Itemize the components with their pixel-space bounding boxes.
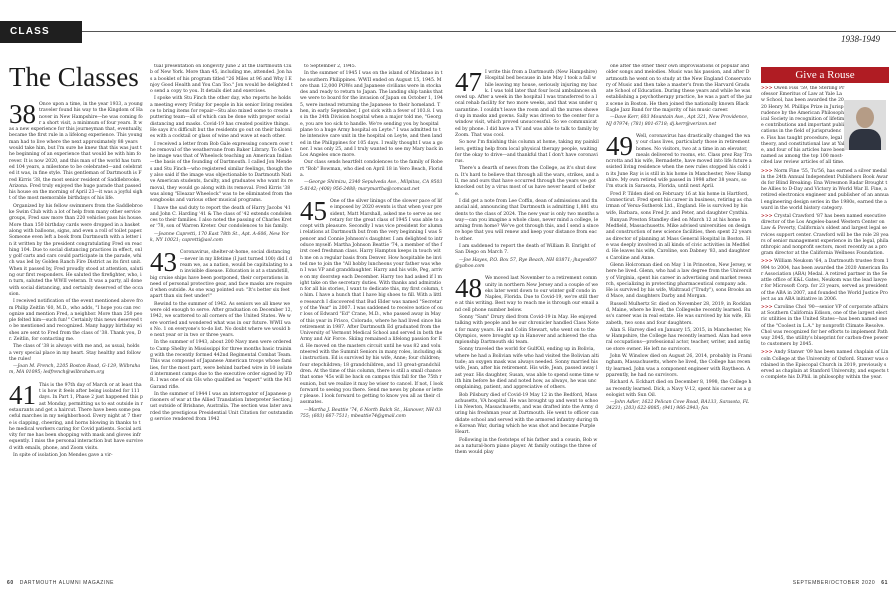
class-note-paragraph bbox=[150, 206, 293, 231]
note-text: Bob Pilsbury died of Covid-19 May 12 in the Bedford, Massachusetts, VA hospital. He was brought up and went to school in Newton, Massachusetts, and was drafted into the Army during his freshman year at Dartmouth. He went to officer candidate school and served with the armored infantry during the Korean War, during which he was shot and became Purple Heart. bbox=[455, 392, 599, 436]
class-signature bbox=[9, 364, 143, 377]
note-text: Runyan Preston Standley died on March 12 at his home in Medfield, Massachusetts. Mike advised universities on design and construction of new science facilities, then spent 22 years as director of planning at Mass General Hospital in Boston. He was deeply involved in all kinds of civic activities in Medfield. He leaves his wife, Caroline, son Dabney '83, and daughters Caroline and Anne. bbox=[606, 217, 752, 261]
note-text: I received notification of the event mentioned above from Philip Zeitlin '60, M.D., who adds, "I hope you can recognize and mention Fred, a neighbor. More than 250 people felted him—such fun!" Certainly this news deserved to be mentioned and recognized. Many happy birthday wishes are sent to Fred from the class of '38. Thank you, Dr. Zeitlin, for contacting me. bbox=[9, 299, 143, 342]
note-text: Following in the footsteps of his father and a cousin, Bob was a natural-born piano player. At family outings the three of them would play bbox=[455, 437, 598, 456]
class-note-paragraph bbox=[455, 199, 599, 243]
class-year-numeral: 38 bbox=[9, 99, 36, 129]
column-5 bbox=[606, 64, 752, 576]
class-note-paragraph bbox=[606, 192, 752, 217]
class-note-paragraph bbox=[606, 64, 752, 114]
note-text: Russell Mulhertz Sr. died on November 28, 2019, in Rockland, Maine, where he lived, the Collegeshe recently learned. Russ's career was in real estate. He was survived by his wife, Elizabeth, two sons and four daughters. bbox=[606, 301, 752, 326]
note-text: Glenn Holcroman died on May 1 in Princeton, New Jersey, where he lived. Glenn, who had a law degree from the University of Virginia, spent his career in advertising and market research, specializing in protecting pharmaceutical company ads. He is survived by his wife, Waltraud ("Trudy"), sons Brooks and Mace, and daughters Darby and Morgan. bbox=[606, 262, 752, 300]
class-note-paragraph bbox=[9, 99, 143, 203]
class-note-paragraph bbox=[150, 340, 293, 390]
class-signature bbox=[150, 232, 293, 245]
class-note-paragraph bbox=[455, 438, 599, 457]
class-note-paragraph bbox=[606, 130, 752, 191]
note-text: We moved last November to a retirement community in northern New Jersey and a couple of weeks later went down to our winter golf condo in Naples, Florida. Due to Covid-19, we're still there at this writing. Best way to reach me is through our email and cell phone number below. bbox=[455, 276, 599, 313]
class-note-paragraph bbox=[455, 166, 599, 197]
note-text: Organized by his fellow swimmers from the Saddlebrooke Swim Club with a lot of help from many other service groups, Fred saw more than 220 vehicles pass his house. More than 150 birthday cards were dropped in a basket along with balloons, signs, and even a roll of toilet paper. Someone even left a book from Dartmouth with a letter in it written by the president congratulating Fred on reaching 104. Due to social distancing practices in effect, only golf carts and cars could participate in the parade, which was led by Golden Ranch Fire District as its first unit. When it passed by, Fred proudly stood at attention, saluting our first responders. He saluted the firefighter, who, in turn, saluted the WWII veteran. It was a party, all done with social distancing, and certainly deserved of the occasion. bbox=[9, 203, 143, 297]
class-note-paragraph bbox=[9, 299, 143, 343]
note-text: In the summer of 1944 I was an interrogator of Japanese prisoners of war at the Allied Translation Interpreter Section just outside of Brisbane, Australia. The section was later awarded the prestigious Presidential Unit Citation for outstanding service rendered from 1942 bbox=[150, 391, 293, 423]
class-year-numeral: 47 bbox=[455, 67, 482, 97]
sidebar-item bbox=[761, 169, 889, 212]
column-2 bbox=[150, 64, 293, 576]
arrow-icon: >>> bbox=[761, 350, 775, 356]
give-a-rouse-sidebar bbox=[761, 86, 889, 576]
footer-right bbox=[793, 580, 888, 586]
note-text: I am saddened to report the death of William B. Enright of San Diego on March 7. bbox=[455, 244, 596, 256]
class-note-paragraph bbox=[150, 247, 293, 300]
note-text: I spoke with Stu Finch the other day, who reports he holds a meeting every Friday for people in his senior living residence to bring items for repair—Stu also mixed some to create a puttering team—all of which can be done with proper social distancing and masks. Covid-19 has created positive things. He says it's difficult but the residents go out on their balconies with a cocktail or glass of wine and wave at each other. bbox=[150, 96, 293, 140]
sidebar-item bbox=[761, 350, 889, 381]
class-note-paragraph bbox=[455, 315, 599, 346]
magazine-name: DARTMOUTH ALUMNI MAGAZINE bbox=[19, 580, 115, 586]
note-text: to September 2, 1945. bbox=[304, 64, 357, 69]
class-year-numeral: 45 bbox=[300, 195, 327, 226]
class-signature bbox=[606, 115, 752, 128]
note-text: Fred P. Tilden died on February 16 at his home in Hartford, Connecticut. Fred spent his career in business, retiring as chairman of Versa-Sutherok Ltd., England. He is survived by his wife, Barbara, sons Fred Jr. and Peter, and daughter Cynthia. bbox=[606, 191, 752, 216]
page-title: The Classes bbox=[9, 62, 139, 92]
class-year-numeral: 41 bbox=[9, 379, 36, 410]
column-3 bbox=[300, 64, 443, 576]
class-note-paragraph bbox=[150, 142, 293, 205]
arrow-icon: >>> bbox=[761, 86, 775, 91]
note-text: Once upon a time, in the year 1933, a young traveler found his way to the Kingdom of Hanover in New Hampshire—he was coming for a short visit, a minimum of four years. It was a new experience for this journeyman that, eventually, became the first rule in a lifelong experience. This young man had to live where the next approximately 88 years would take him, but I'm sure he knew that this was just the beginning of an experience that would be with him forever. It is now 2020, and this man of the world has turned 104 years, a milestone to be celebrated—and celebrated it was, in fine style. This gentleman of Dartmouth is Fred Kirris '38, the most senior resident of Saddlebrooke, Arizona. Fred truly enjoyed the huge parade that passed his house on the morning of April 23—it was a joyful sight of the most memorable birthdays of his life. bbox=[9, 102, 143, 202]
sidebar-item-text: Owen Fiss '59, the Sterling Professor Emeritus of Law at Yale Law School, has been awarded the 2020 Henry M. Phillips Prize in Jurisprudence by the American Philosophical Society in recognition of lifetime contributions and important publications in the field of jurisprudence. Fiss has taught procedure, legal theory, and constitutional law at Yale, and four of his articles have been named as among the top 100 most-cited law review articles of all time. bbox=[761, 86, 845, 166]
sidebar-item bbox=[761, 305, 889, 348]
sidebar-item-text: William Neukom '64, a Dartmouth trustee from 1994 to 2004, has been awarded the 2020 American Bar Association (ABA) Medal. A retired partner in the Seattle office of K&L Gates, Neukom was the lead lawyer for Microsoft Corp. for 23 years, served as president of the ABA in 2007, and founded the World Justice Project as an ABA initiative in 2006. bbox=[761, 259, 889, 302]
note-text: One of the silver linings of the slower pace of life imposed by 2020 events is that when your president, Matt Marshall, asked me to serve as secretary for the great class of 1945 I was able to accept with pleasure. Secondly I was vice president for alumni relations at Dartmouth but from the very beginning I was Spencer and Connie Johnson's daughter. I am delighted to introduce myself: Martha Johnson Beattie '74, a member of the first coed freshman class. Harry Hampton keeps in touch with me on a regular basis from Denver. How hospitable he invited me to join the "All hobby luncheons your father was when I was VP and granddaughter. Harry and his wife, Peg, arrive on my doorstep each December. Harry too had asked if I might take on the secretary duties. With thanks and admiration for all his stories, I want to dedicate this, my first column, to him. I have a hunch that I have big shoes to fill. With a little research I discovered that Bud Elder was named "Secretary of the Year" in 2007. I was saddened to receive notice of our loss of Edward "Ed" Crane, M.D., who passed away in May of this year in Frisco, Colorado, where he had lived since his retirement in 1987. After Dartmouth Ed graduated from the University of Vermont Medical School and served in both the Army and Air Force. Skiing remained a lifelong passion for Ed. He moved on the masters circuit until he was 82 and volunteered with the Summit Seniors in many roles, including ski instruction. Ed is survived by his wife, Anne; four children; four stepchildren; 18 grandchildren, and 13 great-grandchildren. At the time of this column, there is still a small chance that some '45s will be back on campus this fall for the 75th reunion, but we realize it may be wiser to cancel. If not, I look forward to seeing you there. Send me news by phone or letter please. I look forward to getting to know you all as their classmates. bbox=[300, 198, 443, 406]
class-note-paragraph bbox=[300, 64, 443, 70]
sidebar-item-text: Andy Stanwr '09 has been named chaplain of Lincoln College at the University of Oxford. Stanwr was ordained in the Episcopal Church in 2019, previously served as chaplain at Stanford University, and expects to complete his D.Phil. in philosophy within the year. bbox=[761, 350, 889, 381]
note-text: Sonny "Sam" Drury died from Covid-19 in May. He enjoyed talking with people and he our chronicler handled Class Notes for many years. He and Colin Stewart, who went on to the Olympics, were brought up in Hanover and achieved the championship Dartmouth ski team. bbox=[455, 314, 599, 346]
class-note-paragraph bbox=[606, 218, 752, 262]
section-tab: CLASS NOTES bbox=[0, 21, 82, 43]
sidebar-title: Give a Rouse bbox=[761, 67, 889, 83]
note-text: So now I'm finishing this column at home, taking my painkillers, getting help from local physical therapy people, waiting for the okay to drive—and thankful that I don't have coronavirus. bbox=[455, 140, 599, 165]
class-signature bbox=[455, 258, 599, 271]
note-text: —Martha J. Beattie '74, 6 North Balch St., Hanover, NH 03755; (603) 667-7511; mbeattie74@gmail.com bbox=[300, 407, 442, 420]
note-text: Coronavirus, shelter-at-home, social distancing—never in my lifetime (I just turned 100) did I dream we, as a nation, would be capitulating to an invisible disease. Education is at a standstill, big cruise ships have been postponed, their corporations in need of personal protective gear, and face masks are required when outside. As one wag pointed out: "It's better six feet apart than six feet under!" bbox=[150, 250, 293, 300]
class-note-paragraph bbox=[455, 273, 599, 314]
class-note-paragraph bbox=[9, 453, 143, 459]
note-text: Alan S. Harvey died on January 15, 2015, in Manchester, New Hampshire, the College has recently learned. Alan had several occupations—professional actor, teacher, writer, and antique store owner. He left no survivors. bbox=[606, 327, 752, 352]
note-text: tual presentation on longevity June 2 at the Dartmouth Club of New York. More than 45, including me, attended. Jon has a booklet of his program titled "26 Miles at 96 and Why I Enjoy Good Health and You Can Too." Jon would be delighted to send a copy to you. It details diet and exercises. bbox=[150, 64, 293, 95]
note-text: —Joan M. French, 2205 Boston Road, G-129, Wilbraham, MA 01095; ledfrench@wilbraham.org bbox=[9, 364, 141, 376]
note-text: one after the other their own improvisations of popular and older songs and melodies. Music was his passion, and after Dartmouth he went on to study at the New England Conservatory of Music and then take a master's from the Harvard Graduate School of Education. During these years and while he was establishing a psychotherapy practice, he was a part of the jazz scene in Boston. He then joined the nationally known Black Eagle Jazz Band for the majority of his music career. bbox=[606, 64, 752, 114]
note-text: —Jeanne Capretti, 170 East 78th St., Apt. A-606, New York, NY 10021; capretti@aol.com bbox=[150, 231, 289, 244]
class-note-paragraph bbox=[150, 96, 293, 140]
note-text: The class of '38 is always with me and, as usual, holds a very special place in my heart. Stay healthy and follow the rules! bbox=[9, 344, 141, 362]
note-text: I have the sad duty to report the death of Harry Jacobs '41 and John C. Harding '41 & The class of '42 extends condolences to their families. I also noted the passing of Charles Kreter '78, son of Warren Kreter. Our condolences to his family. bbox=[150, 205, 292, 230]
note-text: —Dave Kerr, 603 Mountain Ave., Apt 321, New Providence, NJ 07974; (781) 801-6718; dj.kerr@verizon.net bbox=[606, 115, 749, 127]
class-note-paragraph bbox=[150, 392, 293, 423]
class-note-paragraph bbox=[150, 64, 293, 95]
note-text: Rewind to the summer of 1942. As seniors we all knew we were old enough to serve. After graduation on December 12, 1942, we scattered to all corners of the United States. We were worried and wondered what was in our future. WWII was No. 1 on everyone's to-do list. No doubt where we would be next year or in two or three years. bbox=[150, 301, 293, 339]
note-text: In spite of isolation Jon Mendes gave a vir- bbox=[13, 453, 113, 459]
class-note-paragraph bbox=[455, 67, 599, 139]
class-year-numeral: 43 bbox=[150, 247, 177, 278]
class-note-paragraph bbox=[150, 302, 293, 340]
class-note-paragraph bbox=[606, 354, 752, 379]
class-note-paragraph bbox=[455, 140, 599, 165]
note-text: —John Adler, 1622 Pelican Cove Road, BA133, Sarasota, FL 34231; (203) 622-8085; (941) 966-2943; fax bbox=[606, 400, 750, 412]
class-note-paragraph bbox=[606, 302, 752, 327]
class-note-paragraph bbox=[9, 204, 143, 298]
class-years-range: 1938-1949 bbox=[841, 34, 880, 44]
sidebar-item bbox=[761, 86, 889, 167]
footer-left bbox=[7, 580, 114, 586]
class-signature bbox=[300, 408, 443, 421]
class-note-paragraph bbox=[300, 160, 443, 179]
issue-date: SEPTEMBER/OCTOBER 2020 bbox=[792, 580, 876, 586]
note-text: I received a letter from Bob Gale expressing concern over the removal of the weathervane from Baker Library. To Gale the image was that of Wheelock teaching an American Indian—the basis of the founding of Dartmouth. I called Jon Mendes and Stu Finch—who registered similar feelings, though they also said if the image was objectionable to Dartmouth Native American students, faculty, and graduates who want its removal, they would go along with its removal. Fred Kirris '38 was along "Eleazar Wheelock" was to be eliminated from the songbooks and various other musical programs. bbox=[150, 141, 293, 204]
column-4 bbox=[455, 64, 599, 576]
class-note-paragraph bbox=[606, 328, 752, 353]
class-note-paragraph bbox=[606, 380, 752, 399]
note-text: Our class sends heartfelt condolences to the family of Robert "Bob" Bowman, who died on April 18 in Vero Beach, Florida. bbox=[300, 160, 443, 179]
note-text: —George Shimizu, 2340 Sepulveda Ave., Milpitas, CA 95035-8142; (408) 956-2488; marymartha@comcast.net bbox=[300, 180, 443, 192]
class-note-paragraph bbox=[455, 347, 599, 391]
note-text: I write this from a Dartmouth (New Hampshire) Hospital bed because in late May I took a fall while leaving my house, seriously injuring my back. I was told later that four local ambulances showed up. After a week in the hospital I was transferred to a local rehab facility for two more weeks, and that was under quarantine. I couldn't leave the room and all the nurses showed up in masks and gowns. Sally was driven to the center for a window visit, which proved unsuccessful. So we communicated by phone. I did have a TV and was able to talk to family by Zoom. That was cool. bbox=[455, 70, 599, 138]
note-text: Sonny traveled the world for GulfOil, ending up in Bolivia, where he had a Bolivian wife who had visited the Bolivian altitude; an oxygen mask was always needed. Sonny married his wife, Jean, after his retirement. His wife, Jean, passed away last year. His daughter, Susan, was able to spend some time with him before he died and noted how, as always, he was uncomplaining, patient, and appreciative of others. bbox=[455, 347, 599, 391]
class-note-paragraph bbox=[455, 393, 599, 437]
class-note-paragraph bbox=[455, 244, 599, 257]
note-text: There's a dearth of news from the College, as it's shut down. It's hard to believe that through all the wars, strikes, and all, me and ours that have occurred through the years we got knocked out by a virus most of us have never heard of before. bbox=[455, 166, 599, 197]
note-text: I did get a note from Lee Coffin, dean of admissions and financial aid, announcing that Dartmouth is admitting 1,881 students to the class of 2024. The new year is only two months away—can you imagine a whole class, never mind a college, learning from home? We've got through this, and I send a sincere hope that you will renew and keep your distance from each other. bbox=[455, 198, 599, 242]
arrow-icon: >>> bbox=[761, 214, 775, 220]
class-signature bbox=[300, 180, 443, 193]
note-text: Richard A. Eckhart died on December 8, 1998, the College has recently learned. Dick, a Navy V-12, spent his career as a geologist with Sun Oil. bbox=[606, 380, 752, 398]
class-note-paragraph bbox=[300, 71, 443, 159]
class-signature bbox=[606, 400, 752, 413]
class-note-paragraph bbox=[300, 195, 443, 407]
sidebar-item-text: Crystal Crawford '87 has been named executive director of the Los Angeles-based Western Center on Law & Poverty, California's oldest and largest legal services support center. Crawford will be the role 28 years of senior management experience in the legal, philanthropic and nonprofit sectors, most recently as a program director at the California Wellness Foundation. bbox=[761, 214, 889, 257]
note-text: John W. Winslow died on August 26, 2014, probably in Framingham, Massachusetts, where he lived, the College has recently learned. John was a component engineer with Raytheon. Apparently, he had no survivors. bbox=[606, 354, 752, 378]
arrow-icon: >>> bbox=[761, 168, 775, 174]
note-text: In the summer of 1945 I was on the island of Mindanao in the southern Philippines. WWII ended on August 15, 1945. More than 12,000 POWs and Japanese civilians were in stockades and ready to return to Japan. The landing ship tanks that we were to board for the invasion of Japan on October 1, 1945, were instead returning the Japanese to their homeland. Then, in early September, I got sick with a fever of 103.8. I was in the 24th Division hospital when a major told me, "George, you are too sick to handle. We're sending you by hospital plane to a huge Army hospital on Leyte." I was admitted to the intensive care unit in the hospital on Leyte, and then landed in the Philippines for 105 days. I really thought I was a goner. I was only 25, and I truly wanted to see my Mary back in Los Angeles once more. bbox=[300, 71, 443, 159]
note-text: This is the 97th day of March or at least that is how it feels after being isolated for 111 days. In Part 1, Phase 2 just happened this past Monday, permitting us to eat outside in restaurants and get a haircut. There have been some peaceful marches in my neighborhood. Every night at 7 there is clapping, cheering, and horns blowing in thanks to the medical workers caring for Covid patients. Social activity for me has been shopping with mask and gloves infrequently. I miss the personal interaction but have survived with emails, phone, and Zoom visits. bbox=[9, 382, 143, 451]
note-text: —Joe Hayes, P.O. Box 57, Rye Beach, NH 03871; jhayes697@yahoo.com bbox=[455, 257, 597, 269]
note-text: In the summer of 1943, about 200 Navy men were ordered to Camp Shelby in Mississippi for three months basic training with the recently formed 442nd Regimental Combat Team. This was composed of Japanese American troops whose families, for the most part, were behind barbed wire in 10 isolated internment camps due to the executive order signed by FDR. I was one of six GIs who qualified as "expert" with the M1 Garand rifle. bbox=[150, 340, 293, 390]
column-1 bbox=[9, 96, 143, 576]
sidebar-item-text: Caroline Chol '90—senior VP of corporate affairs at Southern California Edison, one of the largest electric utilities in the United States—has been named one of the "Coolest in L.A." by nonprofit Climate Resolve. Chol was recognized for her efforts to implement Pathway 2045, the utility's blueprint for carbon-free power to customers by 2045. bbox=[761, 304, 889, 348]
class-note-paragraph bbox=[606, 263, 752, 301]
class-note-paragraph bbox=[9, 379, 143, 452]
arrow-icon: >>> bbox=[761, 304, 775, 310]
class-year-numeral: 48 bbox=[455, 273, 482, 304]
arrow-icon: >>> bbox=[761, 259, 775, 265]
header-rule bbox=[82, 31, 896, 32]
note-text: Well, coronavirus has drastically changed the way our class lives, particularly those in retirement homes. No visitors, two at a time in an elevator, meals delivered to rooms, etc. Class prez Ray Trancrotta and his wife, Bernadette, have moved into life future assisted living residence when the new rules stopped his cold in its June Ray is is still in his home in Manchester, New Hampshire. My own retired wife passed in 1998 after 38 years, so I'm stuck in Sarasota, Florida, until next April. bbox=[606, 133, 752, 190]
page-number-right: 61 bbox=[881, 580, 888, 586]
sidebar-item bbox=[761, 214, 889, 257]
class-year-numeral: 49 bbox=[606, 130, 633, 161]
class-note-paragraph bbox=[9, 344, 143, 363]
sidebar-item-text: Norm Fine '55, Tu'56, has earned a silver medal in the 24th Annual Independent Publishers Book Awards for Blind Breaking: Ena Wiresmon Radar Brought the Allies to D-Day and Victory in World War II. Fine, a retired electronics engineer and publisher of an annual engineering design series in the 1980s, earned the award in the world history category. bbox=[761, 168, 889, 211]
sidebar-item bbox=[761, 259, 889, 302]
page-number-left: 60 bbox=[7, 580, 14, 586]
